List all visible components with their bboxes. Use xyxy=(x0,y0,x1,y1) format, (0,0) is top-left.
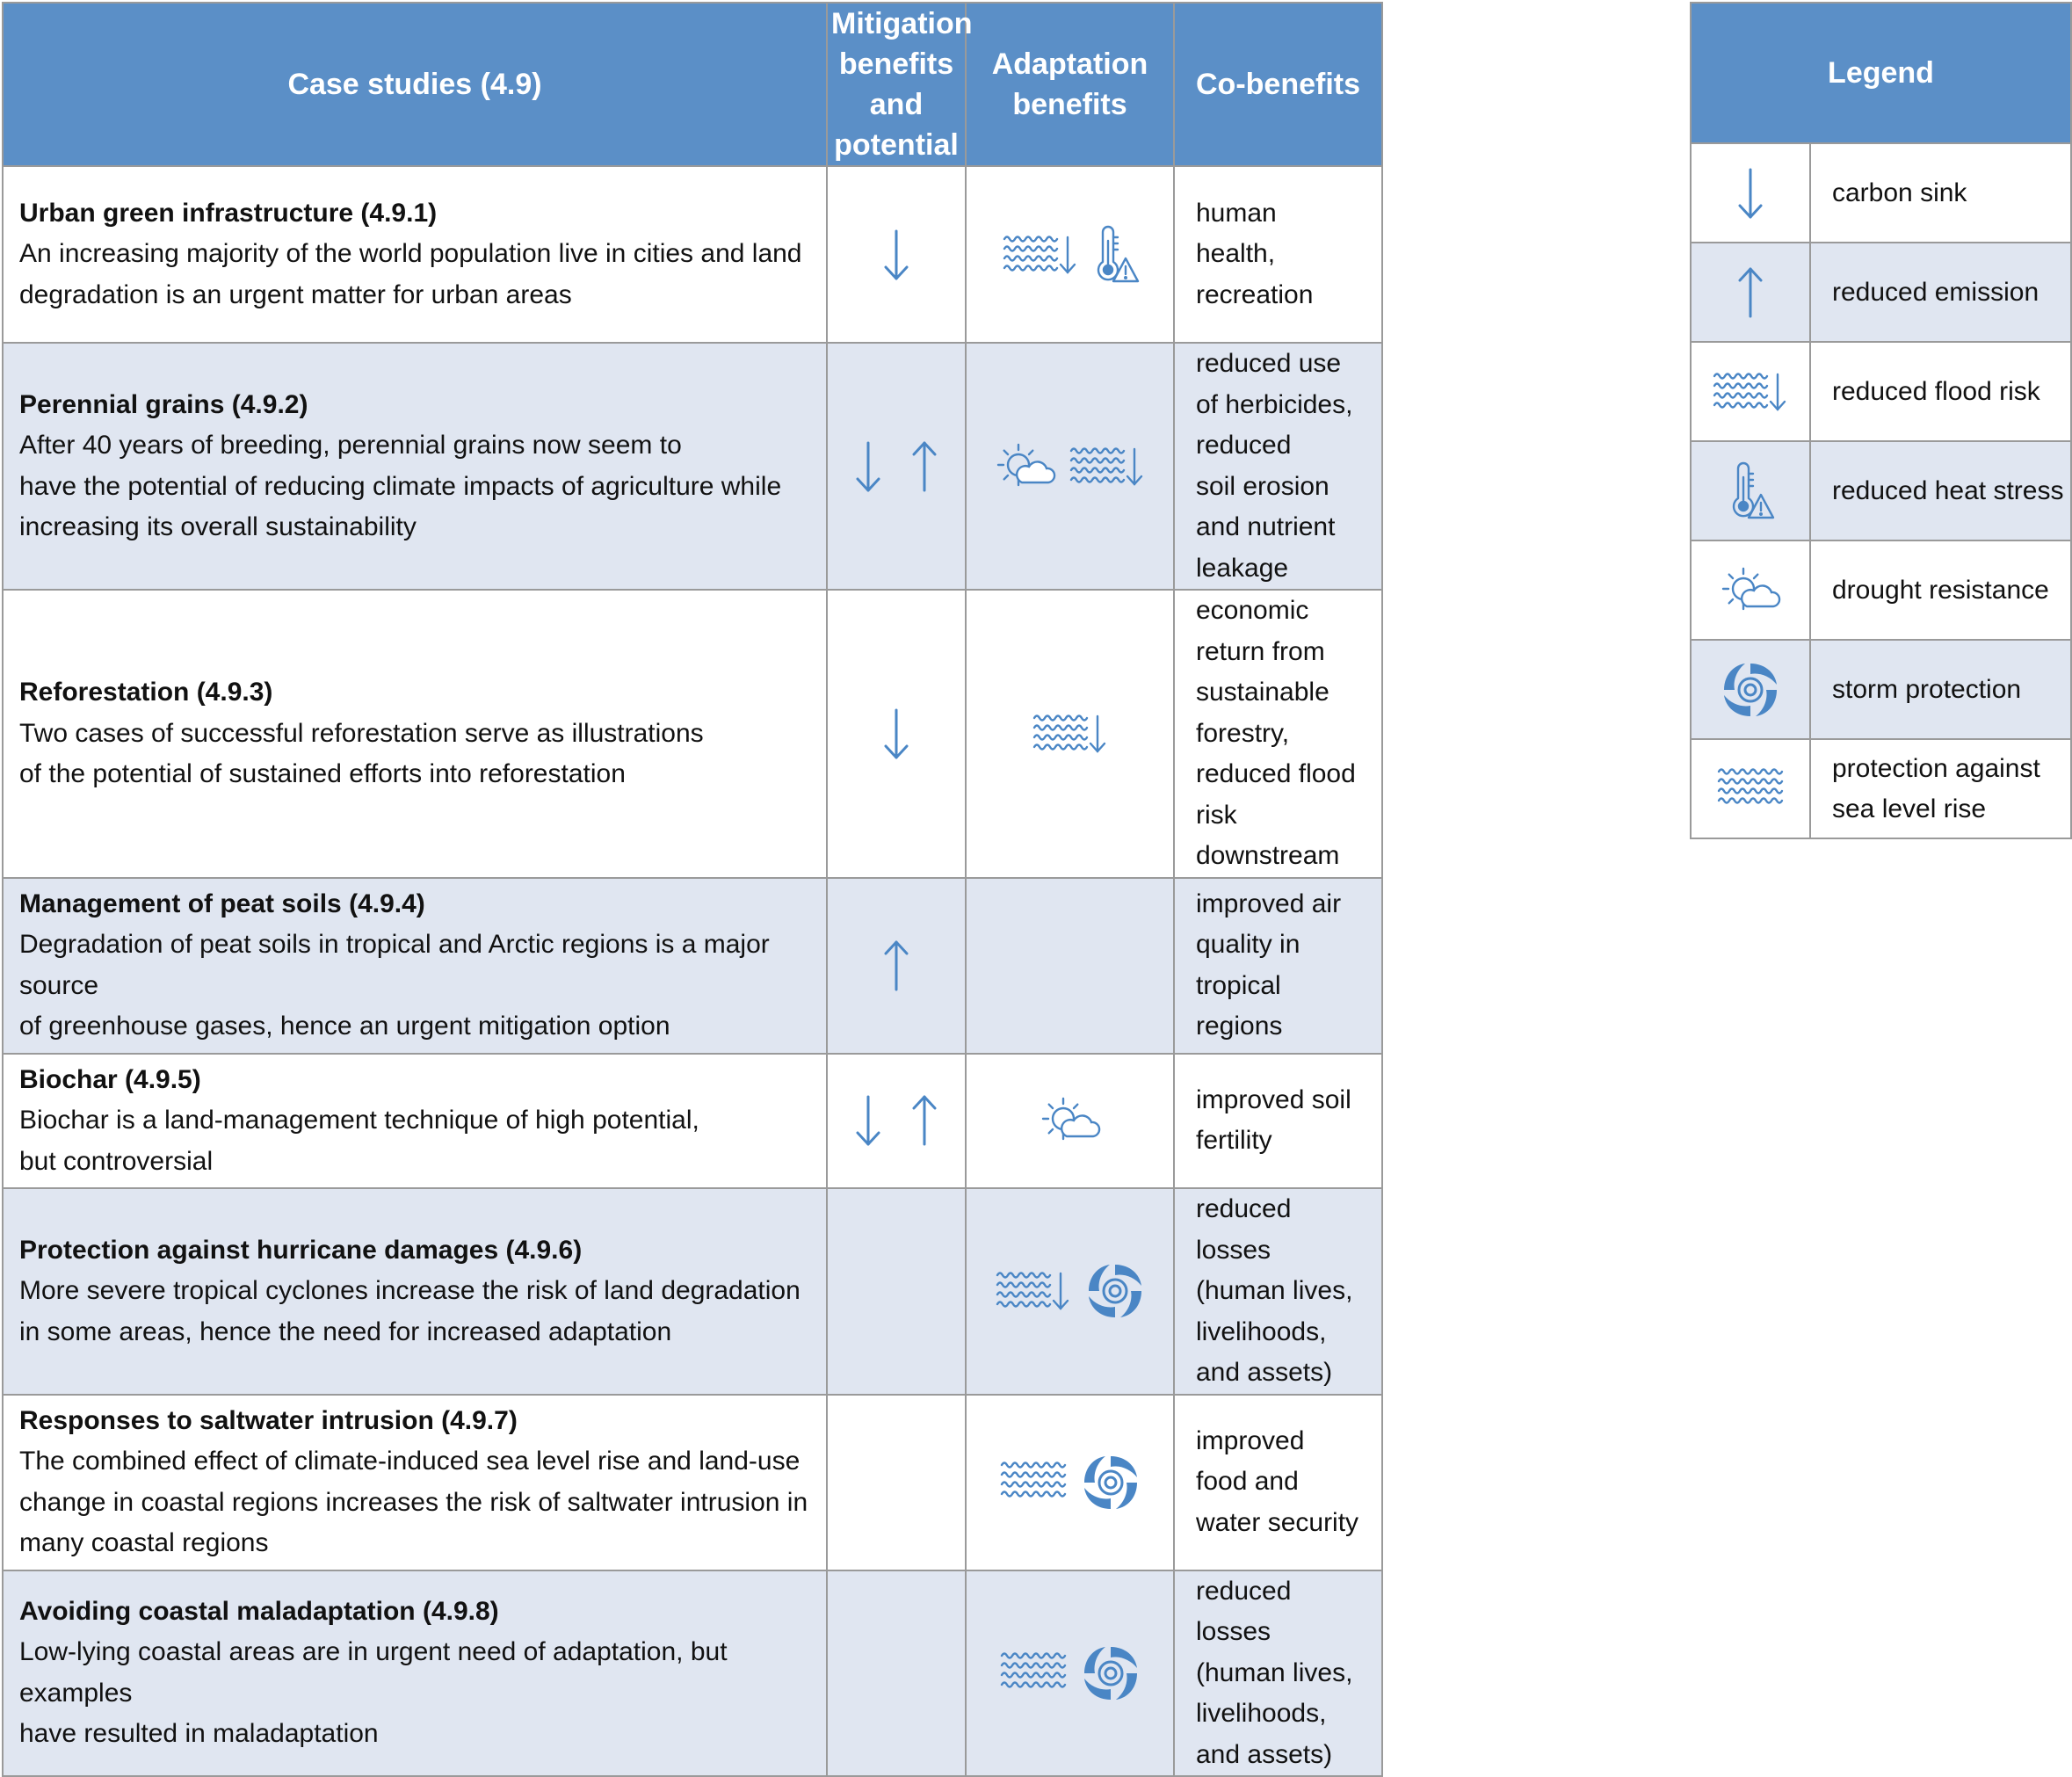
mitigation-cell xyxy=(827,166,966,343)
case-study-cell xyxy=(3,1395,827,1570)
co-benefits-cell xyxy=(1174,343,1382,590)
case-description-line: Biochar is a land-management technique of high potential, xyxy=(19,1106,699,1135)
legend-label-cell xyxy=(1810,739,2071,838)
case-description-line: Degradation of peat soils in tropical and Arctic regions is a major source xyxy=(19,930,770,1000)
adaptation-cell xyxy=(966,166,1174,343)
legend-icon-cell xyxy=(1691,243,1810,342)
adaptation-cell xyxy=(966,1188,1174,1395)
co-benefits-cell xyxy=(1174,878,1382,1054)
storm-protection-icon xyxy=(1083,1259,1147,1323)
legend-row xyxy=(1691,540,2071,640)
sea-level-rise-protection-icon xyxy=(1715,763,1786,816)
case-description-line: change in coastal regions increases the risk of saltwater intrusion in xyxy=(19,1487,808,1517)
header-co-benefits xyxy=(1174,3,1382,166)
mitigation-cell xyxy=(827,343,966,590)
carbon-sink-arrow-icon xyxy=(880,707,912,761)
co-benefit-line: reduced losses (human lives, xyxy=(1196,1194,1353,1305)
case-study-cell xyxy=(3,166,827,343)
drought-resistance-icon xyxy=(994,440,1057,493)
legend-label-line: reduced heat stress xyxy=(1832,475,2064,505)
reduced-flood-risk-icon xyxy=(1031,709,1110,758)
case-description-line: The combined effect of climate-induced sea level rise and land-use xyxy=(19,1447,801,1476)
legend-row xyxy=(1691,143,2071,243)
case-study-title: Avoiding coastal maladaptation (4.9.8) xyxy=(19,1596,499,1626)
case-description-line: but controversial xyxy=(19,1146,214,1176)
case-description-line: many coastal regions xyxy=(19,1528,269,1557)
co-benefits-cell xyxy=(1174,1570,1382,1777)
legend-label-line: reduced flood risk xyxy=(1832,376,2040,406)
case-study-cell xyxy=(3,1188,827,1395)
co-benefit-line: improved soil fertility xyxy=(1196,1084,1351,1156)
case-description-line: degradation is an urgent matter for urban areas xyxy=(19,279,572,309)
case-studies-table xyxy=(2,2,1677,1777)
legend-label-cell xyxy=(1810,441,2071,540)
co-benefit-line: downstream xyxy=(1196,841,1340,870)
co-benefits-cell xyxy=(1174,1188,1382,1395)
table-row xyxy=(3,166,1677,343)
co-benefits-cell xyxy=(1174,1395,1382,1570)
header-mitigation-line: benefits and xyxy=(838,47,954,121)
reduced-emission-arrow-icon xyxy=(909,1093,940,1148)
table-header-row xyxy=(3,3,1677,166)
case-description-line: More severe tropical cyclones increase the risk of land degradation xyxy=(19,1276,801,1305)
case-study-title: Management of peat soils (4.9.4) xyxy=(19,888,425,918)
co-benefit-line: improved food and water security xyxy=(1196,1425,1359,1537)
case-description-line: have the potential of reducing climate impacts of agriculture while xyxy=(19,471,782,501)
legend-row xyxy=(1691,243,2071,342)
header-co-benefits-label: Co-benefits xyxy=(1196,68,1360,101)
case-description-line: in some areas, hence the need for increased adaptation xyxy=(19,1316,672,1346)
legend-label-line: protection against xyxy=(1832,753,2040,783)
drought-resistance-icon xyxy=(1719,564,1782,617)
table-row xyxy=(3,1188,1677,1395)
legend-icon-cell xyxy=(1691,739,1810,838)
legend-label-line: carbon sink xyxy=(1832,178,1967,207)
reduced-flood-risk-icon xyxy=(1711,367,1790,417)
legend-icon-cell xyxy=(1691,143,1810,243)
legend-label-cell xyxy=(1810,143,2071,243)
legend-row xyxy=(1691,342,2071,441)
case-description-line: Low-lying coastal areas are in urgent need of adaptation, but examples xyxy=(19,1637,728,1708)
case-study-cell xyxy=(3,1570,827,1777)
adaptation-cell xyxy=(966,343,1174,590)
legend-label-cell xyxy=(1810,342,2071,441)
table-row xyxy=(3,590,1677,878)
co-benefit-line: livelihoods, and assets) xyxy=(1196,1699,1333,1769)
case-study-title: Responses to saltwater intrusion (4.9.7) xyxy=(19,1405,518,1435)
header-case-studies-label: Case studies (4.9) xyxy=(287,68,542,101)
header-mitigation-line: Mitigation xyxy=(831,7,973,40)
legend-icon-cell xyxy=(1691,342,1810,441)
reduced-flood-risk-icon xyxy=(994,1266,1073,1316)
table-row xyxy=(3,1054,1677,1189)
case-description-line: have resulted in maladaptation xyxy=(19,1719,379,1749)
co-benefits-cell xyxy=(1174,1054,1382,1189)
case-study-title: Biochar (4.9.5) xyxy=(19,1064,201,1094)
table-row xyxy=(3,1570,1677,1777)
legend-label-line: reduced emission xyxy=(1832,277,2039,307)
legend-label-cell xyxy=(1810,540,2071,640)
legend-icon-cell xyxy=(1691,441,1810,540)
legend-header-row xyxy=(1691,3,2071,143)
legend-icon-cell xyxy=(1691,540,1810,640)
table-row xyxy=(3,1395,1677,1570)
storm-protection-icon xyxy=(1079,1642,1142,1705)
carbon-sink-arrow-icon xyxy=(880,228,912,282)
table-row xyxy=(3,878,1677,1054)
sea-level-rise-protection-icon xyxy=(998,1647,1069,1700)
header-adaptation-line: Adaptation xyxy=(991,47,1148,81)
adaptation-cell xyxy=(966,590,1174,878)
mitigation-cell xyxy=(827,1570,966,1777)
mitigation-cell xyxy=(827,878,966,1054)
case-description-line: increasing its overall sustainability xyxy=(19,512,417,541)
case-study-cell xyxy=(3,343,827,590)
adaptation-cell xyxy=(966,1054,1174,1189)
storm-protection-icon xyxy=(1719,658,1782,722)
case-study-title: Protection against hurricane damages (4.9.6) xyxy=(19,1235,583,1265)
storm-protection-icon xyxy=(1079,1451,1142,1514)
adaptation-cell xyxy=(966,1570,1174,1777)
header-mitigation-line: potential xyxy=(834,128,959,162)
drought-resistance-icon xyxy=(1039,1094,1102,1147)
case-study-title: Perennial grains (4.9.2) xyxy=(19,389,308,419)
legend-label-cell xyxy=(1810,243,2071,342)
legend-row xyxy=(1691,640,2071,739)
co-benefits-cell xyxy=(1174,166,1382,343)
co-benefit-line: forestry, reduced flood risk xyxy=(1196,718,1356,830)
case-description-line: Two cases of successful reforestation serve as illustrations xyxy=(19,718,704,748)
legend-title: Legend xyxy=(1691,3,2071,143)
carbon-sink-arrow-icon xyxy=(852,1093,884,1148)
reduced-flood-risk-icon xyxy=(1068,442,1147,491)
co-benefit-line: human health, recreation xyxy=(1196,198,1314,309)
reduced-emission-arrow-icon xyxy=(880,939,912,993)
reduced-heat-stress-icon xyxy=(1090,223,1140,286)
header-adaptation-line: benefits xyxy=(1012,88,1127,121)
case-study-cell xyxy=(3,878,827,1054)
co-benefit-line: livelihoods, and assets) xyxy=(1196,1316,1333,1387)
legend-label-cell xyxy=(1810,640,2071,739)
reduced-heat-stress-icon xyxy=(1726,460,1775,523)
mitigation-cell xyxy=(827,1395,966,1570)
header-case-studies xyxy=(3,3,827,166)
legend-icon-cell xyxy=(1691,640,1810,739)
legend-label-line: sea level rise xyxy=(1832,794,1987,823)
table-row xyxy=(3,343,1677,590)
header-adaptation xyxy=(966,3,1174,166)
co-benefit-line: reduced losses (human lives, xyxy=(1196,1576,1353,1687)
reduced-emission-arrow-icon xyxy=(909,439,940,494)
reduced-emission-arrow-icon xyxy=(1735,265,1766,320)
co-benefit-line: improved air quality in tropical xyxy=(1196,888,1342,1000)
co-benefits-cell xyxy=(1174,590,1382,878)
adaptation-cell xyxy=(966,878,1174,1054)
sea-level-rise-protection-icon xyxy=(998,1456,1069,1509)
case-study-cell xyxy=(3,590,827,878)
mitigation-cell xyxy=(827,1054,966,1189)
case-description-line: of greenhouse gases, hence an urgent mitigation option xyxy=(19,1012,670,1041)
mitigation-cell xyxy=(827,590,966,878)
legend-row xyxy=(1691,441,2071,540)
reduced-flood-risk-icon xyxy=(1001,230,1080,279)
co-benefit-line: reduced use of herbicides, reduced xyxy=(1196,349,1353,460)
legend-label-line: storm protection xyxy=(1832,674,2022,704)
case-study-title: Urban green infrastructure (4.9.1) xyxy=(19,198,438,228)
case-study-title: Reforestation (4.9.3) xyxy=(19,678,273,707)
case-description-line: After 40 years of breeding, perennial grains now seem to xyxy=(19,431,682,460)
legend-label-line: drought resistance xyxy=(1832,575,2049,605)
carbon-sink-arrow-icon xyxy=(852,439,884,494)
co-benefit-line: economic return from sustainable xyxy=(1196,596,1329,707)
mitigation-cell xyxy=(827,1188,966,1395)
co-benefit-line: regions xyxy=(1196,1012,1283,1041)
legend-row xyxy=(1691,739,2071,838)
case-description-line: An increasing majority of the world population live in cities and land xyxy=(19,239,802,269)
case-description-line: of the potential of sustained efforts into reforestation xyxy=(19,759,626,788)
co-benefit-line: soil erosion and nutrient leakage xyxy=(1196,471,1336,583)
case-study-cell xyxy=(3,1054,827,1189)
adaptation-cell xyxy=(966,1395,1174,1570)
header-mitigation xyxy=(827,3,973,166)
carbon-sink-arrow-icon xyxy=(1735,166,1766,221)
legend-table xyxy=(1690,2,2072,839)
